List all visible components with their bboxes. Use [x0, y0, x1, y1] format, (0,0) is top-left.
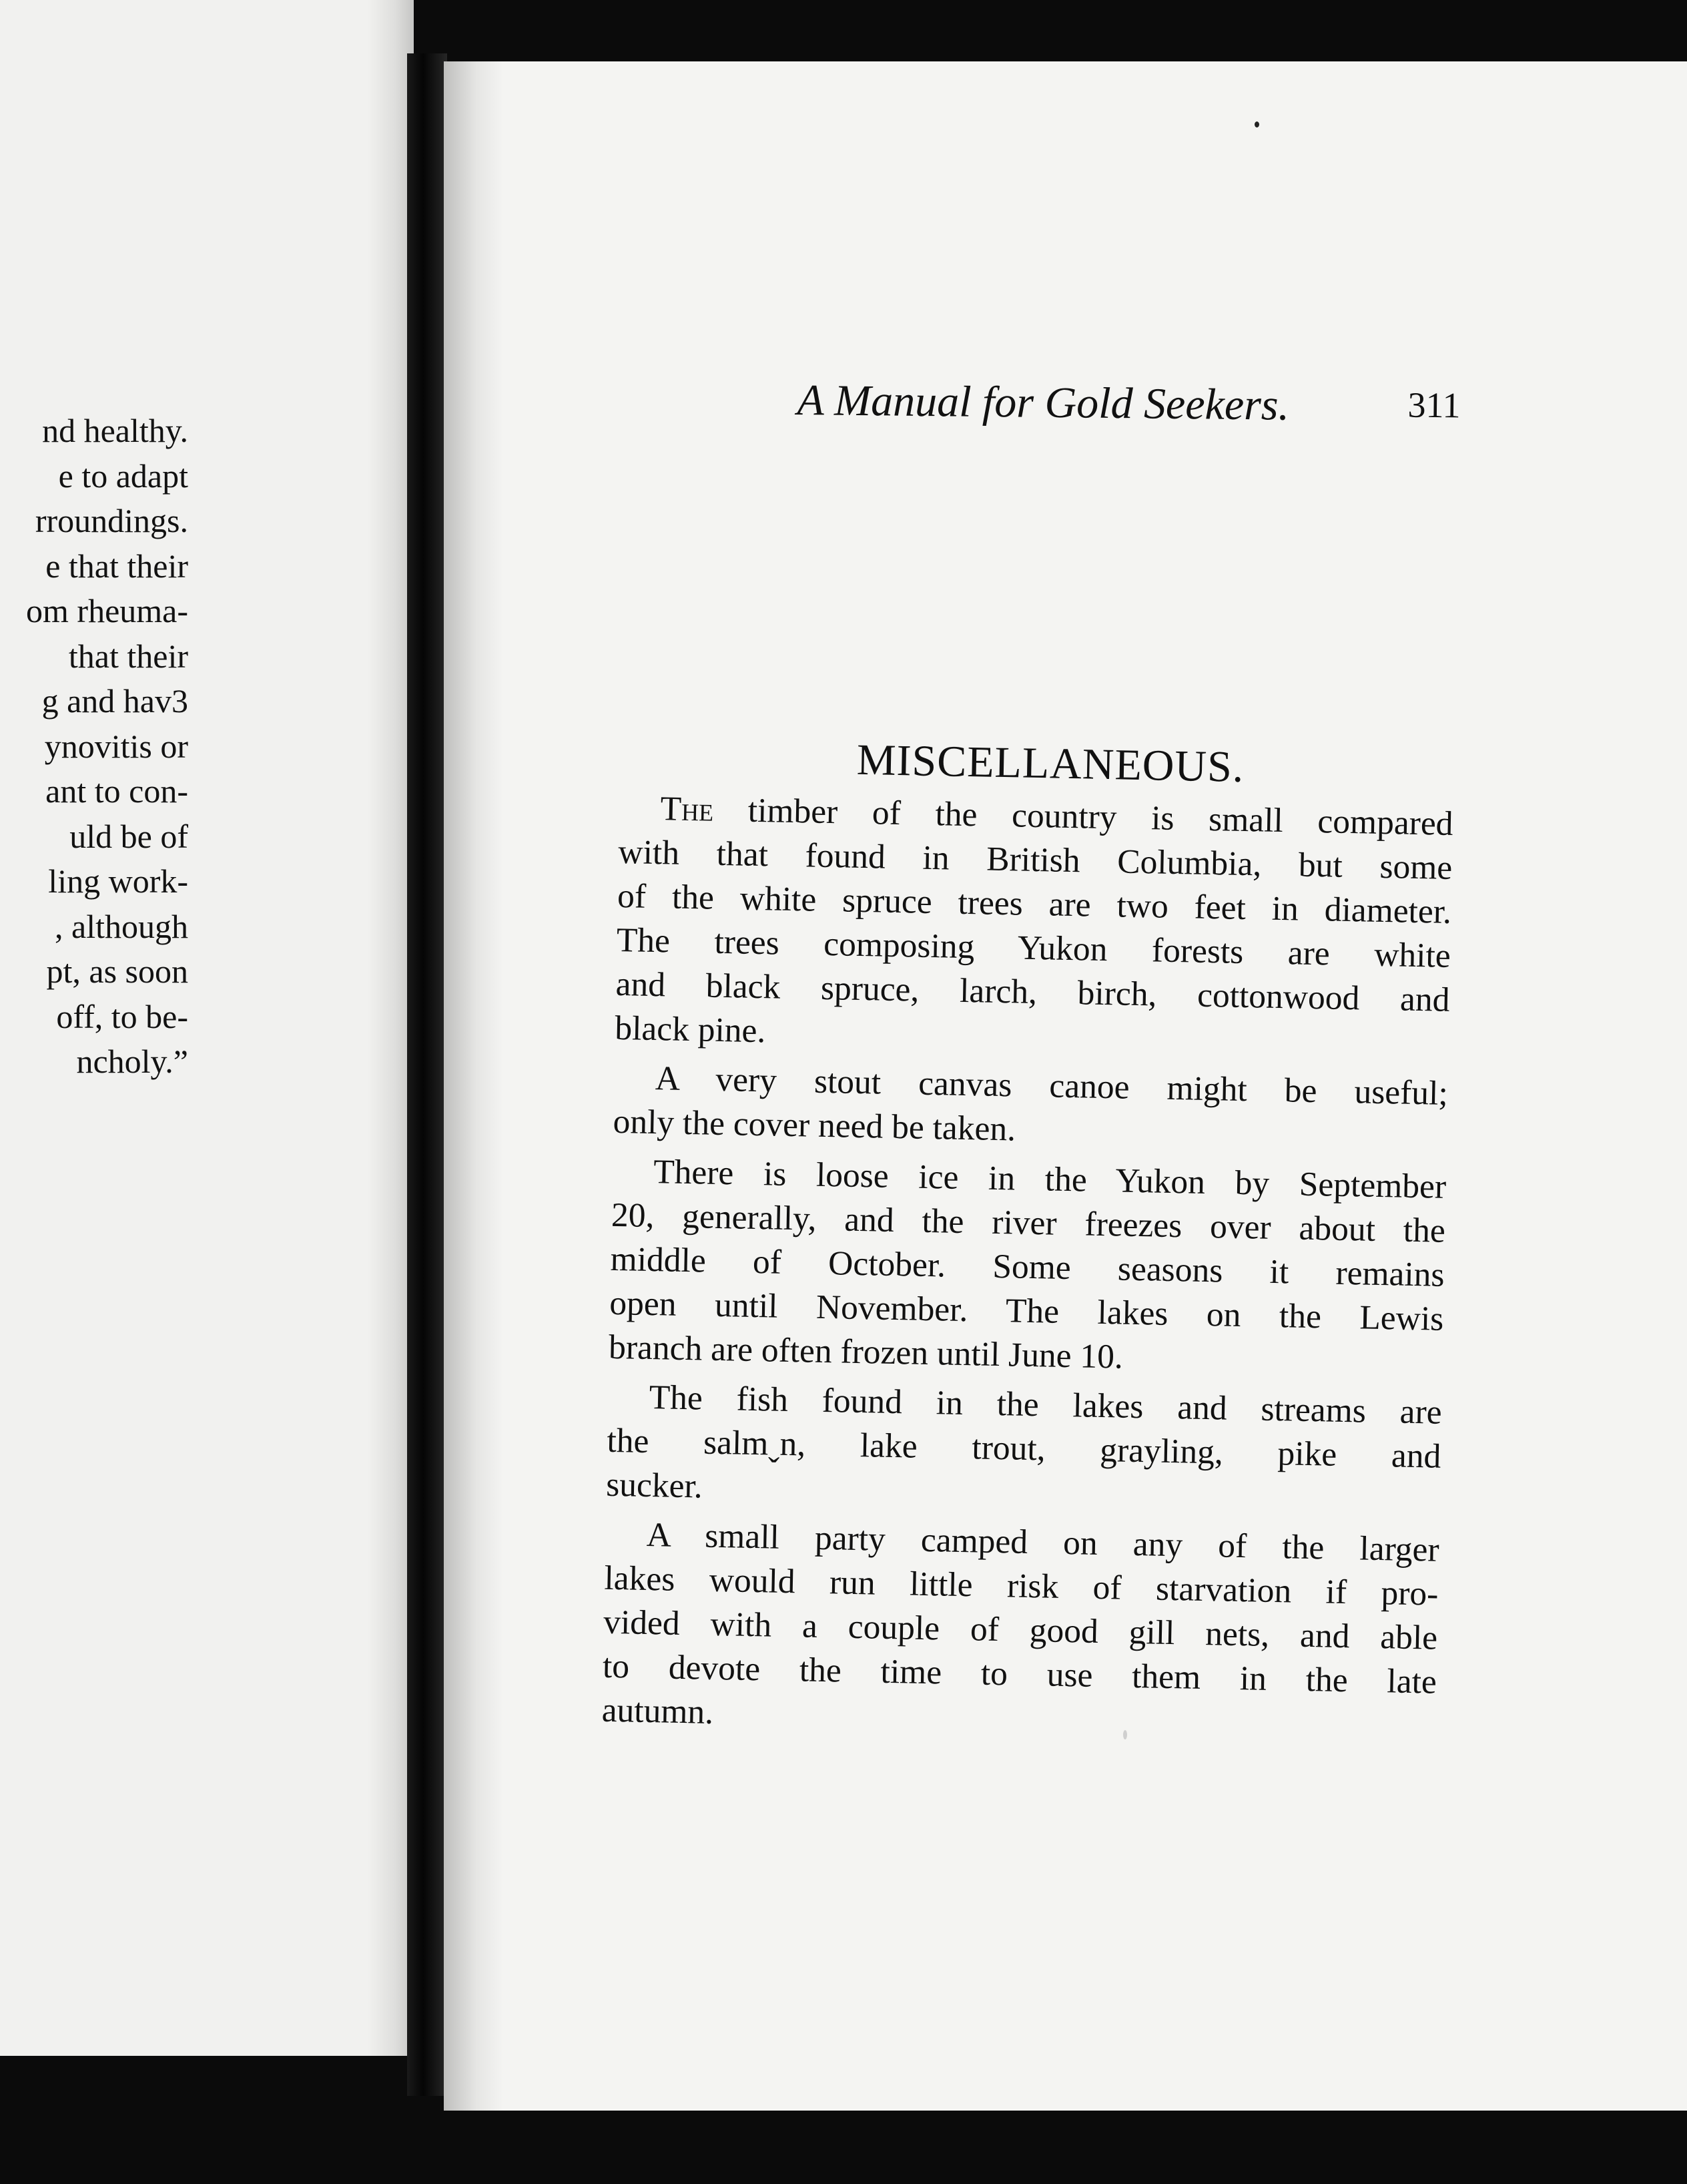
line-text: timber of the country is small compared — [713, 790, 1454, 843]
previous-page-text-clip — [0, 0, 194, 2056]
paragraph-line: The fish found in the lakes and streams are — [649, 1378, 1443, 1432]
paragraph — [606, 1375, 1443, 1523]
previous-page-line: pt, as soon — [46, 952, 188, 990]
paragraph-line: of the white spruce trees are two feet in diameter. — [617, 876, 1452, 931]
previous-page-line: ynovitis or — [44, 727, 188, 765]
previous-page-line: om rheuma- — [26, 592, 188, 629]
paragraph — [615, 786, 1453, 1067]
paragraph-line: A small party camped on any of the larger — [646, 1515, 1440, 1569]
paragraph-line: to devote the time to use them in the late — [602, 1647, 1437, 1701]
previous-page-line: ncholy.” — [76, 1043, 188, 1080]
book-gutter — [407, 53, 447, 2096]
paragraph-line: middle of October. Some seasons it remains — [610, 1240, 1445, 1294]
print-speck — [1255, 121, 1259, 127]
previous-page-line: e that their — [45, 547, 188, 585]
previous-page-line: g and hav3 — [41, 682, 188, 720]
paragraph-line: open until November. The lakes on the Lewis — [609, 1284, 1444, 1338]
previous-page-line: e to adapt — [58, 457, 188, 495]
page-number: 311 — [1407, 384, 1461, 426]
previous-page — [0, 0, 414, 2056]
paragraph — [613, 1056, 1448, 1160]
previous-page-line: , although — [55, 907, 188, 945]
paragraph-line: autumn. — [601, 1691, 714, 1731]
previous-page-line: nd healthy. — [42, 412, 188, 449]
running-title: A Manual for Gold Seekers. — [797, 375, 1290, 430]
previous-page-line: that their — [68, 637, 188, 675]
previous-page-line: ling work- — [48, 862, 188, 900]
paragraph — [609, 1149, 1447, 1386]
previous-page-line: rroundings. — [35, 502, 188, 539]
current-page — [444, 61, 1687, 2111]
paragraph-line: with that found in British Columbia, but some — [617, 832, 1453, 887]
paragraph-line: vided with a couple of good gill nets, and able — [603, 1603, 1438, 1657]
previous-page-line: ant to con- — [45, 772, 188, 810]
previous-page-line: off, to be- — [56, 997, 188, 1035]
previous-page-line: uld be of — [69, 817, 188, 855]
drop-word: The — [660, 790, 714, 829]
paragraph-line: The trees composing Yukon forests are white — [616, 920, 1451, 975]
print-speck — [1123, 1730, 1127, 1739]
page-curve-shadow — [444, 61, 504, 2111]
running-head — [797, 375, 1687, 438]
previous-page-text — [0, 408, 188, 1085]
paragraph-line: only the cover need be taken. — [613, 1102, 1016, 1149]
paragraph-line: A very stout canvas canoe might be useful; — [655, 1059, 1449, 1113]
paragraph-line: lakes would run little risk of starvation if pro- — [604, 1559, 1439, 1613]
paragraph-line: black pine. — [614, 1009, 766, 1051]
paragraph-line: There is loose ice in the Yukon by September — [653, 1153, 1447, 1206]
paragraph — [601, 1513, 1439, 1749]
page-body — [601, 729, 1455, 1754]
section-heading: MISCELLANEOUS. — [856, 735, 1245, 792]
paragraph-line: and black spruce, larch, birch, cottonwood and — [615, 965, 1450, 1019]
paragraph-line: sucker. — [605, 1465, 703, 1506]
paragraph-line: 20, generally, and the river freezes over about the — [611, 1195, 1446, 1250]
paragraph-line: branch are often frozen until June 10. — [608, 1328, 1124, 1376]
paragraph-line: the salmˬn, lake trout, grayling, pike and — [606, 1421, 1441, 1476]
